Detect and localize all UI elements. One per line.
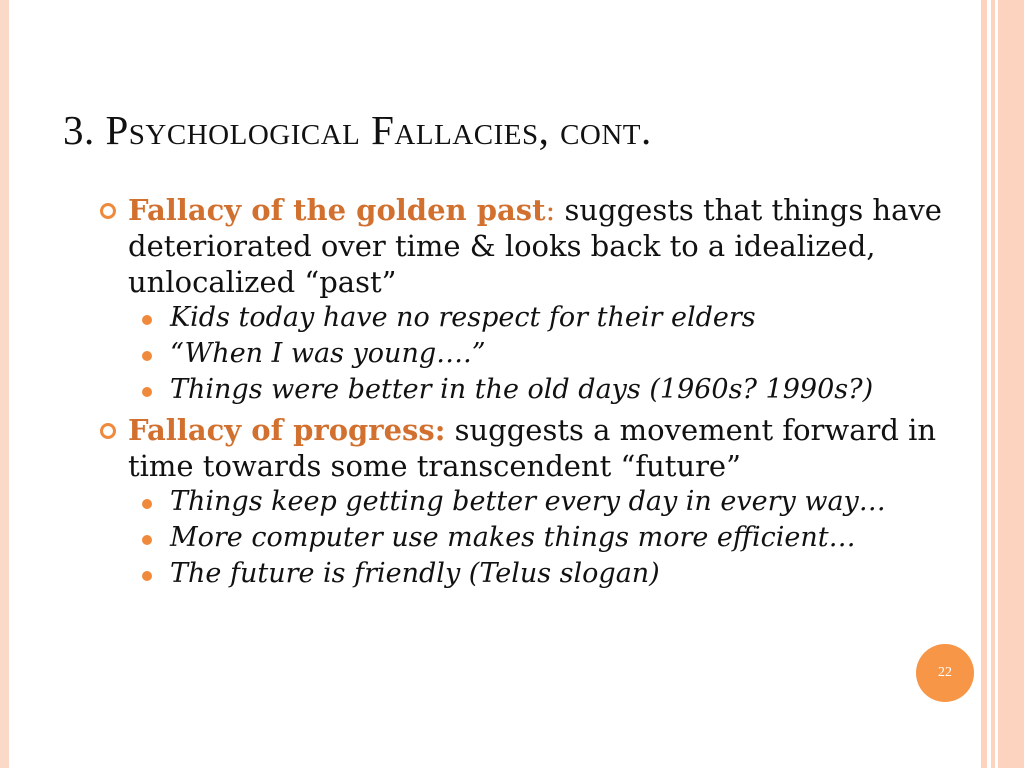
slide-frame-right-stripe: [998, 0, 1024, 768]
ring-bullet-icon: [100, 203, 116, 219]
sub-bullet-item: [128, 524, 968, 552]
sub-bullet-text: Things keep getting better every day in every way…: [170, 486, 886, 517]
fallacy-description: suggests a movement forward in time towards some transcendent “future”: [128, 413, 937, 483]
sub-bullet-text: “When I was young….”: [170, 338, 486, 369]
fallacy-term: Fallacy of progress:: [128, 413, 446, 447]
fallacy-term: Fallacy of the golden past: [128, 193, 546, 227]
sub-bullet-text: Things were better in the old days (1960s? 1990s?): [170, 374, 874, 405]
sub-bullet-item: [128, 340, 968, 368]
bullet-item: [98, 412, 968, 588]
sub-bullet-text: Kids today have no respect for their elders: [170, 302, 756, 333]
sub-bullet-item: [128, 304, 968, 332]
dot-bullet-icon: [142, 351, 152, 361]
slide-frame-left: [0, 0, 9, 768]
sub-bullet-text: More computer use makes things more efficient…: [170, 522, 856, 553]
sub-bullet-item: [128, 560, 968, 588]
page-number-badge: 22: [916, 644, 974, 702]
fallacy-description: suggests that things have deteriorated over time & looks back to a idealized, unlocalized “past”: [128, 193, 942, 299]
sub-list: [128, 304, 968, 404]
sub-bullet-item: [128, 376, 968, 404]
slide-frame-right-stripe: [991, 0, 995, 768]
sub-bullet-item: [128, 488, 968, 516]
dot-bullet-icon: [142, 387, 152, 397]
sub-list: [128, 488, 968, 588]
term-separator: :: [545, 193, 556, 227]
slide-content: [98, 192, 968, 596]
ring-bullet-icon: [100, 423, 116, 439]
dot-bullet-icon: [142, 571, 152, 581]
bullet-item: [98, 192, 968, 404]
slide-title: 3. Psychological Fallacies, cont.: [63, 107, 652, 153]
slide-frame-right-stripe: [981, 0, 987, 768]
dot-bullet-icon: [142, 535, 152, 545]
dot-bullet-icon: [142, 315, 152, 325]
sub-bullet-text: The future is friendly (Telus slogan): [170, 558, 660, 589]
dot-bullet-icon: [142, 499, 152, 509]
